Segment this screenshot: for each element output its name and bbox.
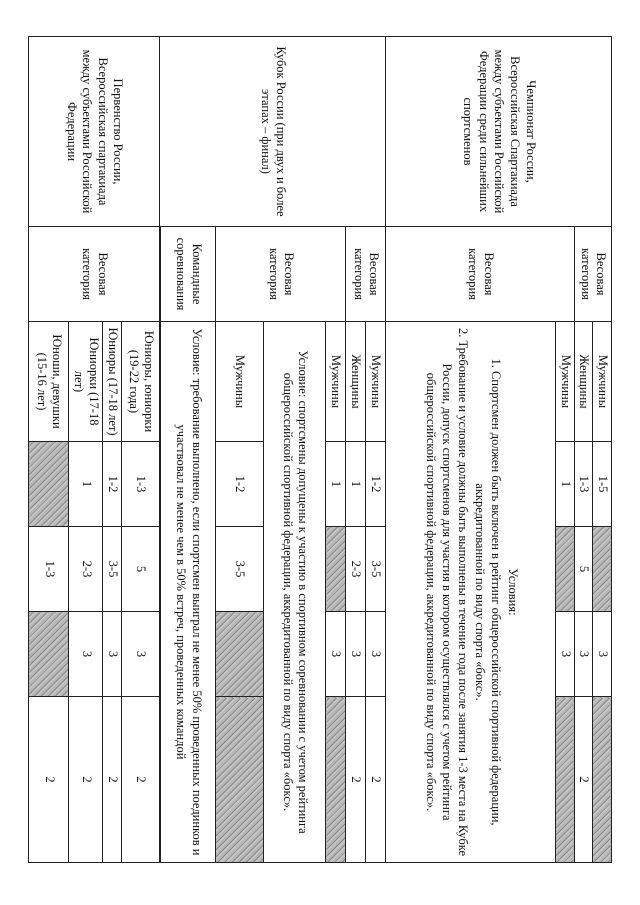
cell-value: 2 [103,697,122,863]
discipline-label: Весовая категория [29,227,160,322]
group-label: Мужчины [216,322,264,442]
cell-value: 1-2 [216,442,264,527]
cell-value: 2-3 [346,527,366,612]
cell-value: 1-5 [593,442,612,527]
cell-value: 3 [326,612,346,697]
cell-value: 2 [574,697,593,863]
shaded-cell [326,697,346,863]
group-label: Мужчины [326,322,346,442]
cell-value: 3-5 [103,527,122,612]
team-competitions-label: Командные соревнования [161,227,216,322]
conditions-block [386,322,556,863]
spacer [160,227,161,863]
cell-value: 1 [346,442,366,527]
table-row [366,37,386,863]
requirements-table [28,36,612,863]
cell-value: 1-3 [122,442,160,527]
discipline-label: Весовая категория [216,227,346,322]
cell-value: 1 [556,442,575,527]
competition-name: Кубок России (при двух и более этапах – финал) [160,37,386,227]
rotated-table-wrapper [34,36,612,862]
discipline-label: Весовая категория [346,227,386,322]
shaded-cell [593,697,612,863]
group-label: Юниоры (17-18 лет) [103,322,122,442]
table-row [593,37,612,863]
group-label: Юниорки (17-18 лет) [69,322,103,442]
cell-value: 3 [366,612,386,697]
discipline-label: Весовая категория [386,227,575,322]
cell-value: 3-5 [216,527,264,612]
group-label: Мужчины [556,322,575,442]
shaded-cell [593,527,612,612]
cell-value: 1-2 [366,442,386,527]
group-label: Женщины [346,322,366,442]
cell-value: 2 [122,697,160,863]
cell-value: 5 [574,527,593,612]
cell-value: 5 [122,527,160,612]
condition-text: Условие: спортсмены допущены к участию в спортивном соревновании с учетом рейтинга общероссийской спортивной федерации, аккредитованной по виду спорта «бокс». [264,322,326,863]
cell-value: 3 [593,612,612,697]
cell-value: 2 [29,697,69,863]
cell-value: 1-3 [29,527,69,612]
cell-value: 3 [574,612,593,697]
cell-value: 1 [326,442,346,527]
cell-value: 3 [346,612,366,697]
shaded-cell [216,612,264,697]
shaded-cell [29,612,69,697]
cell-value: 1-3 [574,442,593,527]
table-row [122,37,160,863]
competition-name: Первенство России, Всероссийская спартакиада между субъектами Российской Федерации [29,37,160,227]
competition-name: Чемпионат России, Всероссийская Спартакиада между субъектами Российской Федерации среди сильнейших спортсменов [386,37,612,227]
shaded-cell [556,697,575,863]
cell-value: 3 [103,612,122,697]
cell-value: 1 [69,442,103,527]
shaded-cell [216,697,264,863]
shaded-cell [326,527,346,612]
condition-item: 1. Спортсмен должен быть включен в рейтинг общероссийской спортивной федерации, аккредитованной по виду спорта «бокс». [473,358,503,826]
cell-value: 2 [366,697,386,863]
group-label: Мужчины [593,322,612,442]
cell-value: 3 [69,612,103,697]
shaded-cell [556,527,575,612]
group-label: Юниоры, юниорки (19-22 года) [122,322,160,442]
cell-value: 2 [69,697,103,863]
group-label: Юноши, девушки (15-16 лет) [29,322,69,442]
shaded-cell [29,442,69,527]
conditions-title: Условия: [506,568,521,616]
cell-value: 3 [556,612,575,697]
cell-value: 3 [122,612,160,697]
cell-value: 3-5 [366,527,386,612]
team-condition-text: Условие: требование выполнено, если спортсмен выиграл не менее 50% проведенных поединков и участвовал не менее чем в 50% встреч, проведенных командой [161,322,216,863]
cell-value: 2 [346,697,366,863]
cell-value: 2-3 [69,527,103,612]
group-label: Мужчины [366,322,386,442]
group-label: Женщины [574,322,593,442]
condition-item: 2. Требование и условие должны быть выполнены в течение года после занятия 1-3 места на Кубке России, допуск спортсменов для участия в котором осуществлялся с учетом рейтинга общероссийской спортивной федерации, аккредитованной по виду спорта «бокс». [424,327,470,857]
discipline-label: Весовая категория [574,227,611,322]
cell-value: 1-2 [103,442,122,527]
